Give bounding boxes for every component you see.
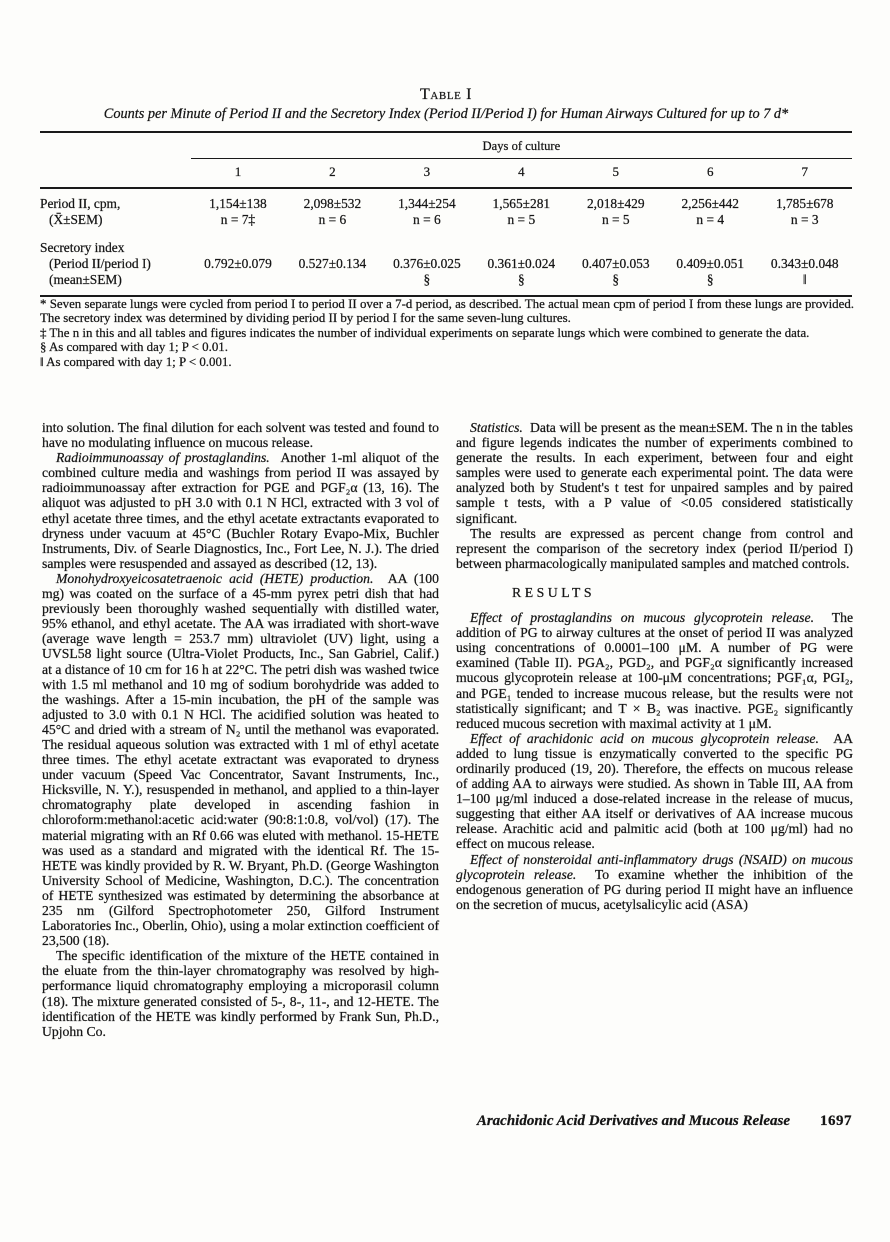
paragraph-lead: Effect of prostaglandins on mucous glycoprotein release.: [470, 610, 814, 626]
table-cell: 0.409±0.051 §: [676, 256, 745, 287]
paragraph-effect-arachidonic: [456, 731, 853, 852]
table-cell: 0.343±0.048 ‖: [770, 256, 839, 287]
paragraph-radioimmunoassay: [42, 450, 439, 571]
paragraph-lead: Radioimmunoassay of prostaglandins.: [56, 450, 270, 466]
table-footnotes: [40, 297, 854, 369]
table-spanner-row: [40, 132, 852, 159]
day-header-4: 4: [474, 159, 568, 189]
paragraph-text: AA (100 mg) was coated on the surface of a 45-mm pyrex petri dish that had previously been thoroughly washed sequentially with distilled water, 95% ethanol, and ethyl acetate. The AA was irradiated with short-wave (average wave length = 253.7 mm) ultraviolet (UV) light, using a UVSL58 light source (Ultra-Violet Products, Inc., San Gabriel, Calif.) at a distance of 10 cm for 16 h at 22°C. The petri dish was washed twice with 1.5 ml methanol and 10 mg of sodium borohydride was added to the washings. After a 15-min incubation, the pH of the sample was adjusted to 3.0 with 0.1 N HCl. The acidified solution was heated to 45°C and dried with a stream of N₂ until the methanol was evaporated. The residual aqueous solution was extracted with 1 ml of ethyl acetate three times. The ethyl acetate extractant was evaporated to dryness under vacuum (Speed Vac Concentrator, Savant Instruments, Inc., Hicksville, N. Y.), resuspended in methanol, and applied to a thin-layer chromatography plate developed in ascending fashion in chloroform:methanol:acetic acid:water (90:8:1:0.8, vol/vol) (17). The material migrating with an Rf 0.66 was eluted with methanol. 15-HETE was used as a standard and migrated with the identical Rf. The 15-HETE was kindly provided by R. W. Bryant, Ph.D. (George Washington University School of Medicine, Washington, D.C.). The concentration of HETE synthesized was estimated by determining the absorbance at 235 nm (Gilford Spectrophotometer 250, Gilford Instrument Laboratories Inc., Oberlin, Ohio), using a molar extinction coefficient of 23,500 (18).: [42, 570, 439, 949]
day-header-7: 7: [757, 159, 852, 189]
day-header-6: 6: [663, 159, 757, 189]
table-caption: Counts per Minute of Period II and the Secretory Index (Period II/Period I) for Human Airways Cultured for up to 7 d*: [103, 106, 789, 122]
spanner-stub-empty: [40, 132, 191, 159]
table-cell: 2,256±442 n = 4: [681, 196, 740, 227]
day-header-3: 3: [380, 159, 474, 189]
table-cell: 1,785±678 n = 3: [775, 196, 834, 227]
table-row-period2-cpm: [40, 188, 852, 233]
left-column: [42, 420, 439, 1039]
results-section-heading: RESULTS: [512, 584, 596, 600]
row-label-secretory: Secretory index (Period II/period I) (mean±SEM): [40, 240, 151, 287]
paragraph-hete-production: [42, 571, 439, 948]
row-label-period2: Period II, cpm, (X̄±SEM): [40, 196, 121, 227]
paragraph-effect-nsaid: [456, 852, 853, 912]
paragraph-text: Another 1-ml aliquot of the combined culture media and washings from period II was assayed by radioimmunoassay after extraction for PGE and PGF₂α (13, 16). The aliquot was adjusted to pH 3.0 with 0.1 N HCl, extracted with 3 vol of ethyl acetate three times, and the ethyl acetate extractants evaporated to dryness under vacuum at 45°C (Buchler Rotary Evapo-Mix, Buchler Instruments, Div. of Searle Diagnostics, Inc., Fort Lee, N. J.). The dried samples were resuspended and assayed as described (12, 13).: [42, 450, 440, 571]
day-header-1: 1: [191, 159, 285, 189]
paragraph-lead: Effect of nonsteroidal anti-inflammatory drugs (NSAID) on mucous glycoprotein release.: [456, 851, 853, 882]
footnote-parallel: ‖ As compared with day 1; P < 0.001.: [40, 354, 232, 369]
paragraph-statistics: [456, 420, 853, 526]
table-header-row: [40, 159, 852, 189]
table-1: [40, 131, 852, 297]
paragraph-text: AA added to lung tissue is enzymatically converted to the specific PG ordinarily produced (19, 20). Therefore, the effects on mucous release of adding AA to airways were studied. As shown in Table III, AA from 1–100 μg/ml induced a dose-related increase in the release of mucus, suggesting that either AA itself or derivatives of AA increase mucous release. Arachitic acid and palmitic acid (both at 100 μg/ml) had no effect on mucous release.: [456, 730, 853, 852]
table-spanner-label: Days of culture: [191, 132, 852, 159]
table-cell: 0.792±0.079: [204, 256, 272, 271]
running-footer: [477, 1113, 852, 1130]
paragraph-hete-identification: The specific identification of the mixture of the HETE contained in the eluate from the thin-layer chromatography was resolved by high-performance liquid chromatography employing a microporasil column (18). The mixture generated consisted of 5-, 8-, 11-, and 12-HETE. The identification of the HETE was kindly performed by Frank Sun, Ph.D., Upjohn Co.: [42, 948, 439, 1039]
table-cell: 1,154±138 n = 7‡: [209, 196, 267, 227]
paragraph-text: To examine whether the inhibition of the endogenous generation of PG during period II might have an influence on the secretion of mucus, acetylsalicylic acid (ASA): [456, 866, 853, 912]
running-title: Arachidonic Acid Derivatives and Mucous Release: [476, 1113, 790, 1129]
paragraph-lead: Statistics.: [470, 420, 523, 435]
table-cell: 2,018±429 n = 5: [586, 196, 645, 227]
table-cell: 0.361±0.024 §: [487, 256, 556, 287]
table-1-block: [40, 86, 852, 297]
table-cell: 0.527±0.134: [298, 256, 367, 271]
paragraph-effect-prostaglandins: [456, 610, 853, 731]
header-stub-empty: [40, 159, 191, 189]
day-header-2: 2: [285, 159, 379, 189]
table-cell: 0.407±0.053 §: [581, 256, 650, 287]
right-column: [456, 420, 853, 912]
paragraph-lead: Monohydroxyeicosatetraenoic acid (HETE) production.: [56, 570, 374, 586]
page-number: 1697: [820, 1113, 852, 1129]
table-cell: 0.376±0.025 §: [393, 256, 461, 287]
footnote-star: * Seven separate lungs were cycled from period I to period II over a 7-d period, as described. The actual mean cpm of period I from these lungs are provided. The secretory index was determined by dividing period II by period I for the same seven-lung cultures.: [40, 297, 854, 326]
day-header-5: 5: [569, 159, 663, 189]
footnote-double-dagger: ‡ The n in this and all tables and figures indicates the number of individual experiments on separate lungs which were combined to generate the data.: [40, 325, 810, 340]
paragraph-text: The addition of PG to airway cultures at the onset of period II was analyzed using concentrations of 0.0001–100 μM. A number of PG were examined (Table II). PGA₂, PGD₂, and PGF₂α significantly increased mucous glycoprotein release at 100-μM concentrations; PGF₁α, PGI₂, and PGE₁ tended to increase mucous release, but the results were not statistically significant; and T × B₂ was inactive. PGE₂ significantly reduced mucous secretion with maximal activity at 1 μM.: [456, 610, 854, 731]
paragraph-continuation: into solution. The final dilution for each solvent was tested and found to have no modulating influence on mucous release.: [42, 420, 439, 451]
table-cell: 1,565±281 n = 5: [492, 196, 551, 227]
paragraph-text: Data will be present as the mean±SEM. The n in the tables and figure legends indicates the number of experiments combined to generate the results. In each experiment, between four and eight samples were used to generate each experimental point. The data were analyzed both by Student's t test for unpaired samples and by paired sample t tests, with a P value of <0.05 considered statistically significant.: [456, 420, 854, 526]
footnote-section: § As compared with day 1; P < 0.01.: [40, 340, 228, 355]
table-cell: 2,098±532 n = 6: [303, 196, 362, 227]
table-cell: 1,344±254 n = 6: [398, 196, 456, 227]
paragraph-lead: Effect of arachidonic acid on mucous glycoprotein release.: [470, 730, 819, 746]
paragraph-results-expression: The results are expressed as percent change from control and represent the comparison of the secretory index (period II/period I) between pharmacologically manipulated samples and matched controls.: [456, 525, 853, 571]
table-row-secretory-index: [40, 233, 852, 296]
table-title: Table I: [419, 86, 473, 103]
